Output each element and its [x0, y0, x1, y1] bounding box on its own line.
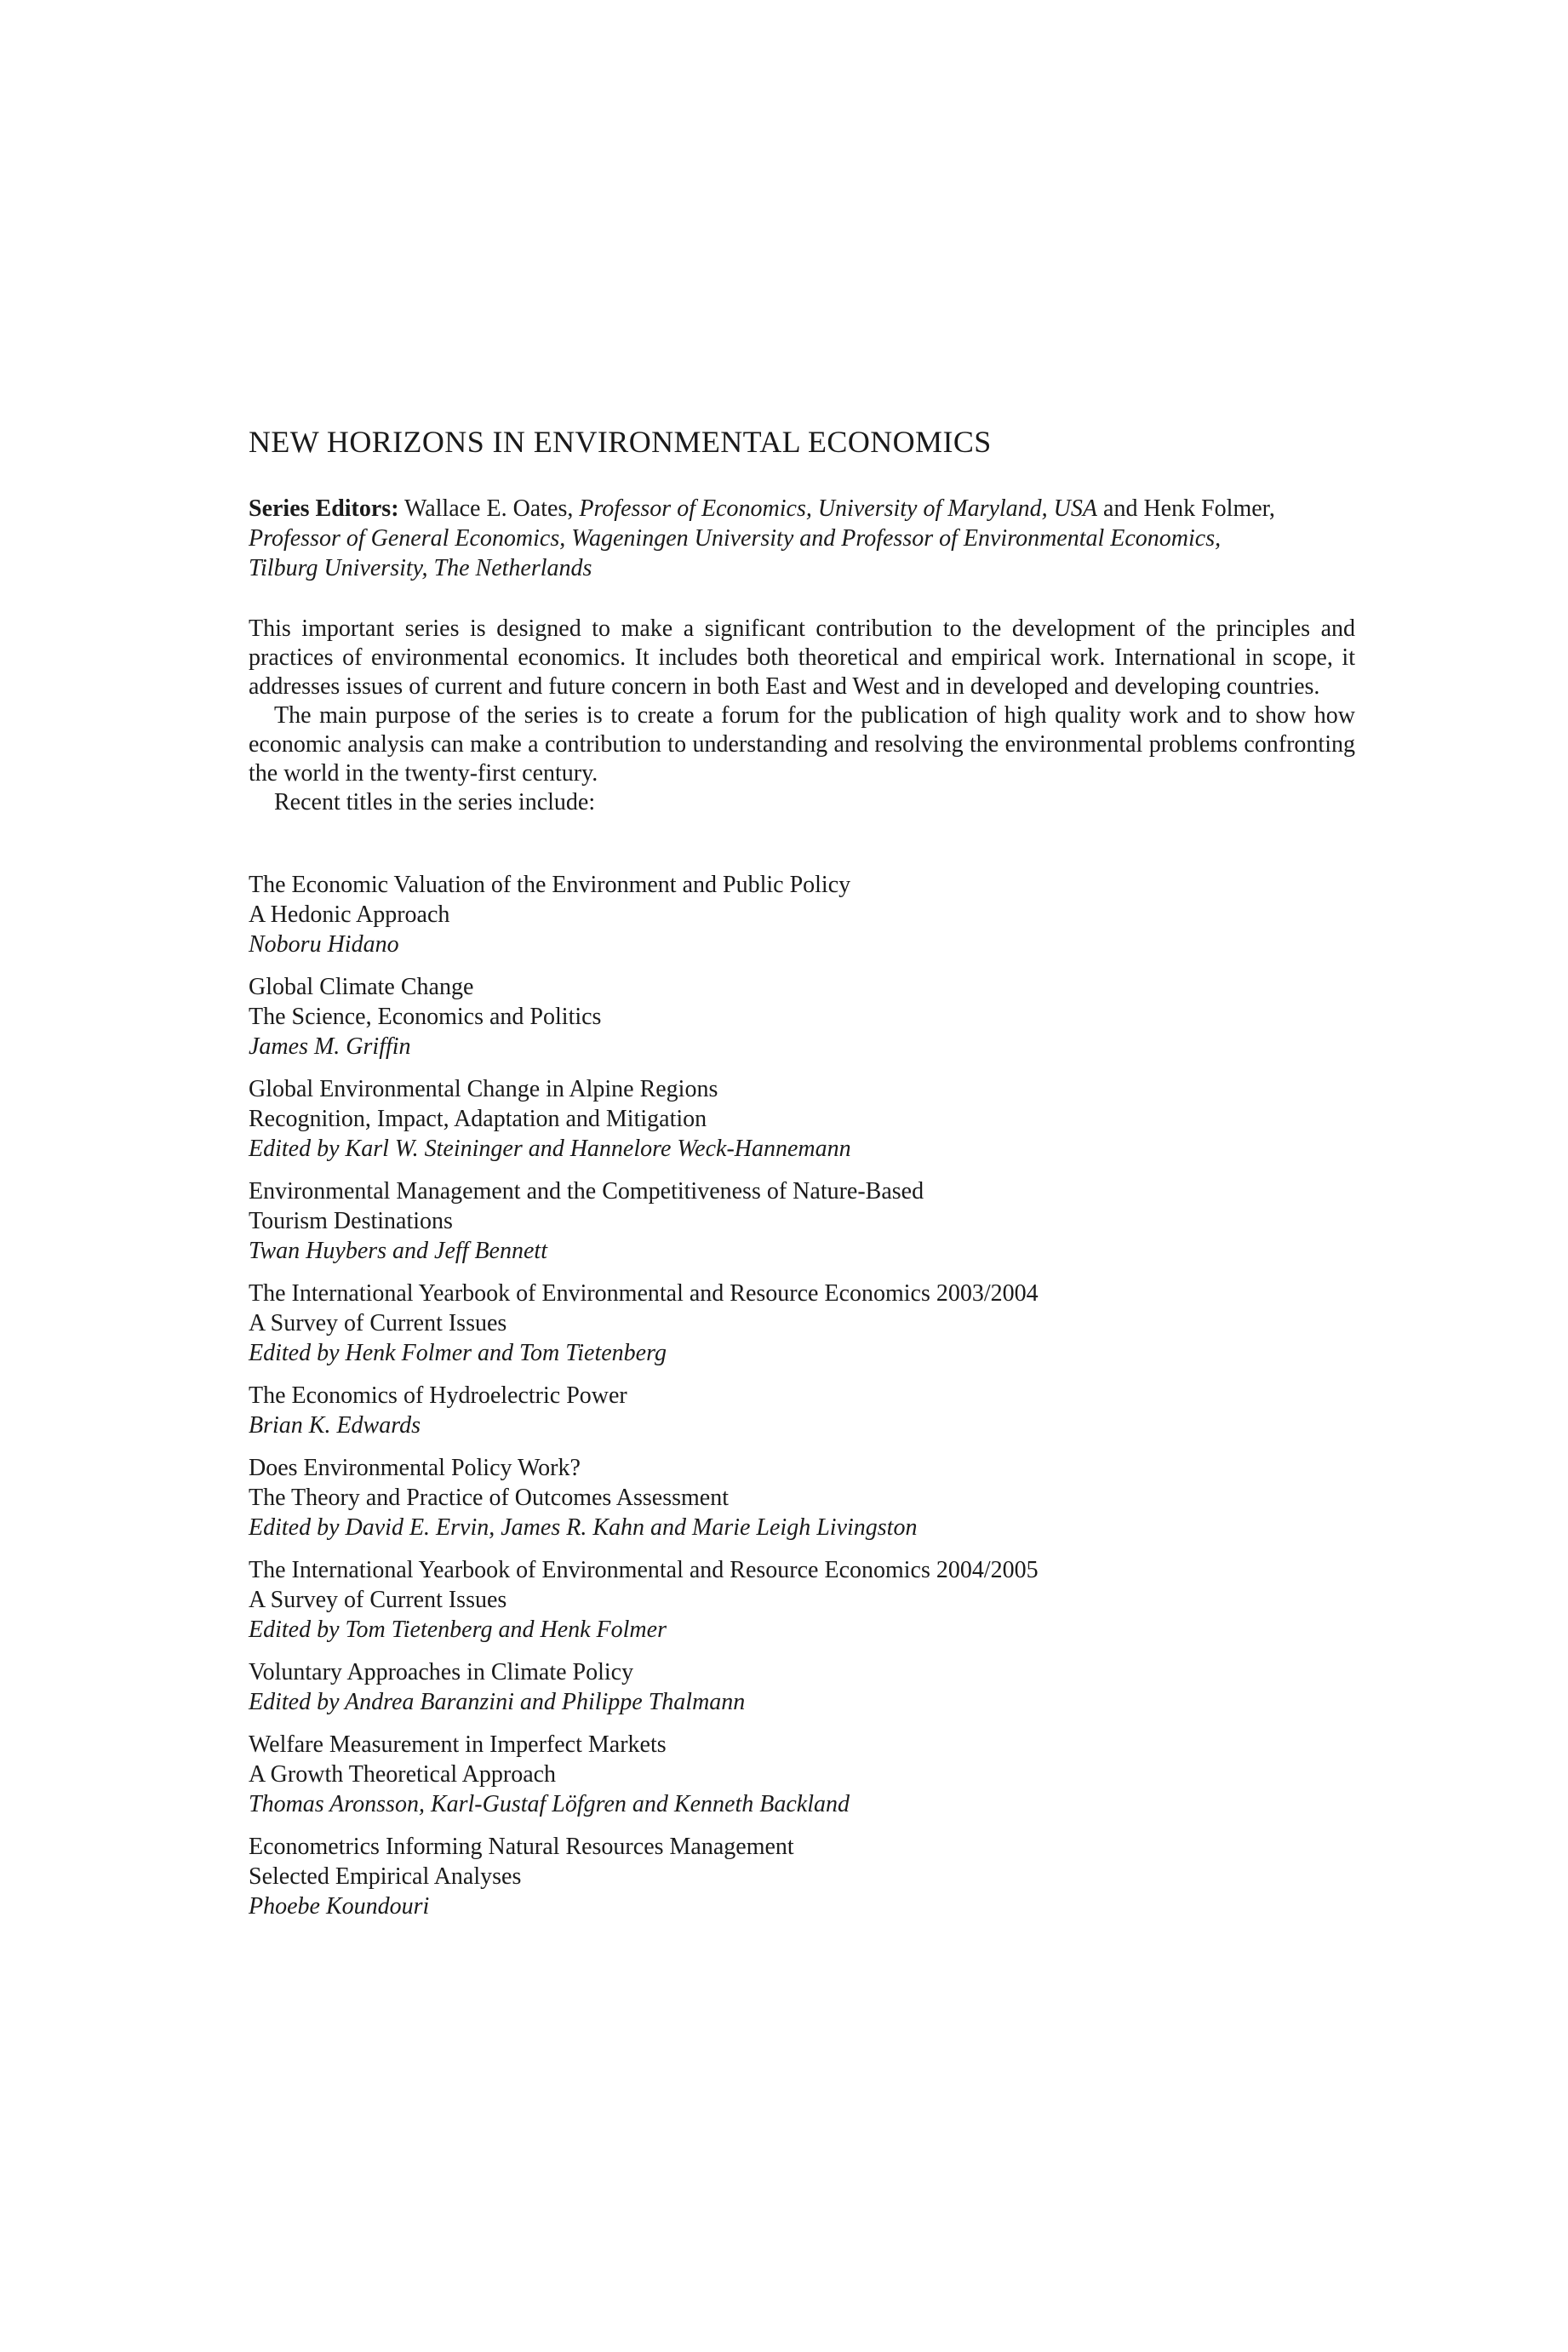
book-author: Edited by Tom Tietenberg and Henk Folmer — [249, 1616, 667, 1643]
book-entry — [249, 1381, 1355, 1440]
book-entry — [249, 1279, 1355, 1368]
editor2-affiliation-line1: Professor of General Economics, Wageningen University and Professor of Environmental Economics, — [249, 524, 1222, 552]
page — [249, 426, 1355, 1934]
book-title: Does Environmental Policy Work? — [249, 1454, 581, 1481]
book-title: Environmental Management and the Competitiveness of Nature-Based — [249, 1177, 924, 1205]
book-subtitle: A Survey of Current Issues — [249, 1309, 507, 1336]
book-author: Edited by David E. Ervin, James R. Kahn and Marie Leigh Livingston — [249, 1514, 918, 1541]
book-entry — [249, 1730, 1355, 1819]
book-subtitle: A Growth Theoretical Approach — [249, 1760, 557, 1788]
recent-titles-list — [249, 870, 1355, 1921]
book-author: Thomas Aronsson, Karl-Gustaf Löfgren and Kenneth Backland — [249, 1790, 850, 1817]
book-subtitle: Tourism Destinations — [249, 1207, 453, 1234]
editors-label: Series Editors: — [249, 495, 399, 522]
book-author: Edited by Henk Folmer and Tom Tietenberg — [249, 1339, 667, 1366]
book-entry — [249, 1832, 1355, 1921]
book-entry — [249, 972, 1355, 1062]
book-entry — [249, 870, 1355, 959]
editor1-affiliation: Professor of Economics, University of Maryland, USA — [579, 495, 1098, 522]
book-author: Edited by Andrea Baranzini and Philippe Thalmann — [249, 1688, 746, 1715]
book-title: The International Yearbook of Environmental and Resource Economics 2003/2004 — [249, 1279, 1039, 1307]
book-entry — [249, 1555, 1355, 1645]
series-editors — [249, 494, 1355, 583]
book-author: Noboru Hidano — [249, 930, 399, 958]
book-title: Econometrics Informing Natural Resources Management — [249, 1833, 794, 1860]
book-title: Global Climate Change — [249, 973, 474, 1000]
book-title: The Economic Valuation of the Environment and Public Policy — [249, 871, 851, 898]
description-paragraph-1: This important series is designed to make a significant contribution to the development of the principles and practices of environmental economics. It includes both theoretical and empirical work. International in scope, it addresses issues of current and future concern in both East and West and in developed and developing countries. — [249, 615, 1355, 700]
book-subtitle: The Science, Economics and Politics — [249, 1003, 602, 1030]
book-author: Twan Huybers and Jeff Bennett — [249, 1237, 547, 1264]
book-author: Phoebe Koundouri — [249, 1892, 430, 1920]
editor2-affiliation-line2: Tilburg University, The Netherlands — [249, 554, 592, 581]
book-subtitle: A Hedonic Approach — [249, 901, 450, 928]
book-subtitle: Recognition, Impact, Adaptation and Mitigation — [249, 1105, 707, 1132]
editor1-name: Wallace E. Oates, — [404, 495, 574, 522]
book-title: Voluntary Approaches in Climate Policy — [249, 1658, 634, 1685]
book-author: Brian K. Edwards — [249, 1411, 421, 1439]
description-paragraph-2: The main purpose of the series is to create a forum for the publication of high quality work and to show how economic analysis can make a contribution to understanding and resolving the environmental problems confronting the world in the twenty-first century. — [249, 701, 1355, 787]
book-title: The Economics of Hydroelectric Power — [249, 1382, 627, 1409]
book-title: Welfare Measurement in Imperfect Markets — [249, 1731, 667, 1758]
editors-joiner: and Henk Folmer, — [1103, 495, 1275, 522]
description-paragraph-3: Recent titles in the series include: — [274, 788, 596, 815]
book-entry — [249, 1657, 1355, 1717]
book-entry — [249, 1176, 1355, 1266]
series-description — [249, 615, 1355, 817]
book-author: James M. Griffin — [249, 1033, 411, 1060]
book-author: Edited by Karl W. Steininger and Hannelore Weck-Hannemann — [249, 1135, 851, 1162]
book-title: The International Yearbook of Environmental and Resource Economics 2004/2005 — [249, 1556, 1039, 1583]
series-title: NEW HORIZONS IN ENVIRONMENTAL ECONOMICS — [249, 425, 992, 459]
book-entry — [249, 1074, 1355, 1164]
book-title: Global Environmental Change in Alpine Regions — [249, 1075, 718, 1102]
book-subtitle: Selected Empirical Analyses — [249, 1863, 522, 1890]
book-subtitle: A Survey of Current Issues — [249, 1586, 507, 1613]
book-subtitle: The Theory and Practice of Outcomes Assessment — [249, 1484, 730, 1511]
book-entry — [249, 1453, 1355, 1542]
